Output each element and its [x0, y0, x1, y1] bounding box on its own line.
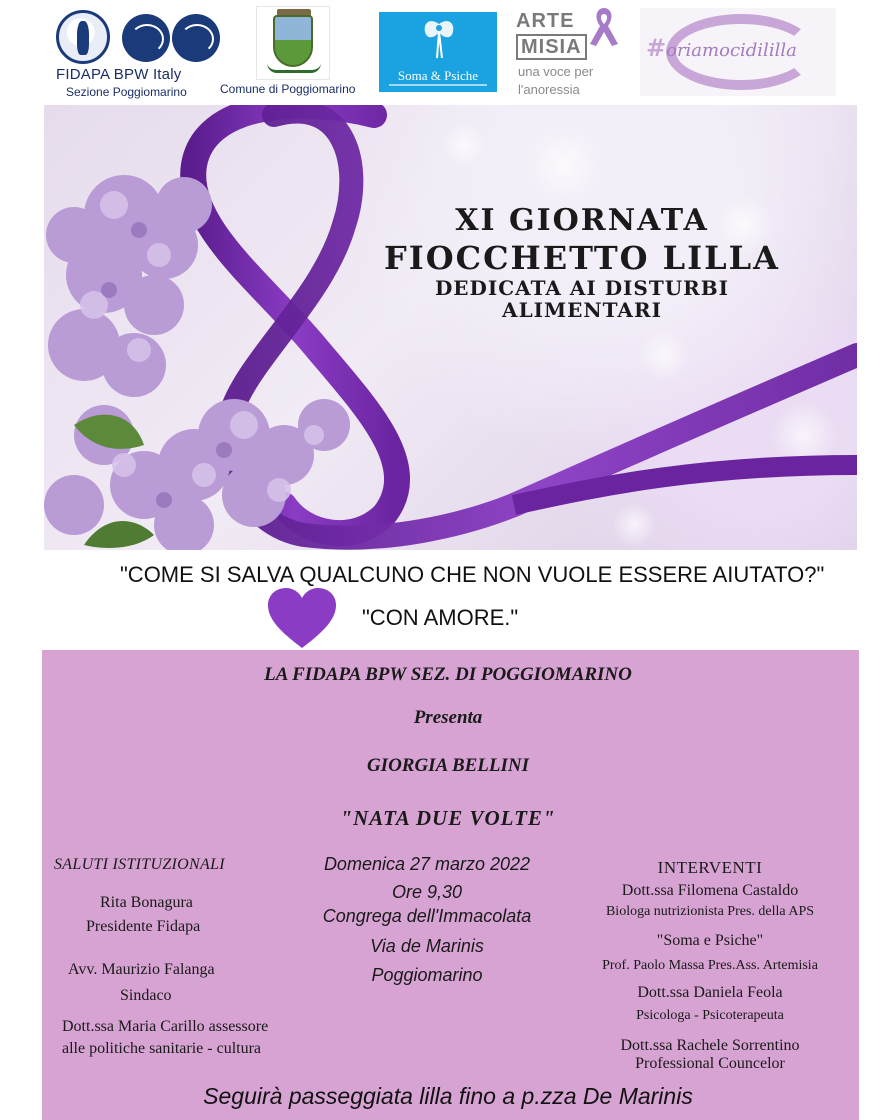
- comune-logo: [218, 4, 374, 100]
- greetings-column: [44, 856, 294, 1066]
- greeter-2-role: Sindaco: [120, 987, 172, 1004]
- presenta-line: Presenta: [413, 707, 483, 728]
- walk-announcement: Seguirà passeggiata lilla fino a p.zza De Marinis: [203, 1083, 693, 1109]
- interventions-column: [560, 856, 860, 1076]
- event-town: Poggiomarino: [371, 965, 483, 985]
- sponsor-logos: [0, 0, 896, 104]
- fidapa-emblem-icon: [56, 10, 110, 64]
- title-subtitle-1: DEDICATA AI DISTURBI: [434, 276, 730, 300]
- interventions-heading: INTERVENTI: [657, 858, 763, 877]
- speaker-1-org: "Soma e Psiche": [656, 932, 764, 949]
- speaker-4-name: Dott.ssa Rachele Sorrentino: [620, 1037, 800, 1054]
- artemisia-word-1: ARTE: [516, 10, 575, 32]
- fidapa-bpw-logo: [52, 6, 224, 98]
- speaker-2-line: Prof. Paolo Massa Pres.Ass. Artemisia: [602, 958, 818, 973]
- greeter-3-role: alle politiche sanitarie - cultura: [62, 1040, 262, 1057]
- bpw-globe-icon: [172, 14, 220, 62]
- artemisia-word-2: MISIA: [516, 34, 587, 60]
- soma-psiche-logo: [379, 12, 497, 92]
- book-title: "NATA DUE VOLTE": [340, 806, 556, 830]
- greeter-1-name: Rita Bonagura: [100, 894, 193, 911]
- hashtag-word: oriamocidililla: [666, 40, 797, 61]
- event-details-column: [292, 854, 562, 994]
- artemisia-tagline-1: una voce per: [518, 64, 594, 79]
- butterfly-figure-icon: [421, 18, 457, 62]
- event-venue: Congrega dell'Immacolata: [322, 906, 532, 926]
- speaker-1-role: Biologa nutrizionista Pres. della APS: [605, 904, 815, 919]
- event-time: Ore 9,30: [391, 882, 463, 902]
- speaker-4-role: Professional Councelor: [635, 1055, 785, 1072]
- hero-banner: [44, 105, 857, 550]
- hashtag-logo: [640, 8, 836, 96]
- fidapa-name: FIDAPA BPW Italy: [56, 66, 182, 83]
- artemisia-tagline-2: l'anoressia: [518, 82, 580, 97]
- event-street: Via de Marinis: [370, 936, 484, 956]
- greeter-1-role: Presidente Fidapa: [86, 918, 201, 935]
- speaker-3-role: Psicologa - Psicoterapeuta: [636, 1008, 784, 1023]
- event-title: [362, 203, 802, 321]
- speaker-1-name: Dott.ssa Filomena Castaldo: [621, 882, 799, 899]
- speaker-3-name: Dott.ssa Daniela Feola: [637, 984, 783, 1001]
- coat-of-arms-icon: [256, 6, 330, 80]
- fidapa-section: Sezione Poggiomarino: [66, 85, 187, 99]
- hashtag-text: #oriamocidililla: [646, 34, 797, 62]
- comune-name: Comune di Poggiomarino: [220, 82, 356, 96]
- soma-name: Soma & Psiche: [397, 68, 479, 83]
- awareness-ribbon-icon: [586, 4, 622, 48]
- artemisia-logo: [514, 4, 632, 100]
- bpw-globe-icon: [122, 14, 170, 62]
- title-edition: XI GIORNATA: [455, 203, 709, 238]
- quote-question: "COME SI SALVA QUALCUNO CHE NON VUOLE ESSERE AIUTATO?": [120, 562, 825, 587]
- title-name: FIOCCHETTO LILLA: [384, 239, 780, 277]
- greeter-3-name: Dott.ssa Maria Carillo assessore: [62, 1018, 269, 1035]
- presenter-line: LA FIDAPA BPW SEZ. DI POGGIOMARINO: [264, 664, 632, 685]
- heart-icon: [268, 588, 336, 650]
- author-name: GIORGIA BELLINI: [366, 755, 530, 776]
- lilac-and-ribbon-illustration: [44, 105, 857, 550]
- title-subtitle-2: ALIMENTARI: [502, 298, 662, 322]
- quote-answer: "CON AMORE.": [362, 605, 519, 630]
- event-date: Domenica 27 marzo 2022: [323, 854, 531, 874]
- greetings-heading: SALUTI ISTITUZIONALI: [54, 856, 225, 873]
- greeter-2-name: Avv. Maurizio Falanga: [68, 961, 215, 978]
